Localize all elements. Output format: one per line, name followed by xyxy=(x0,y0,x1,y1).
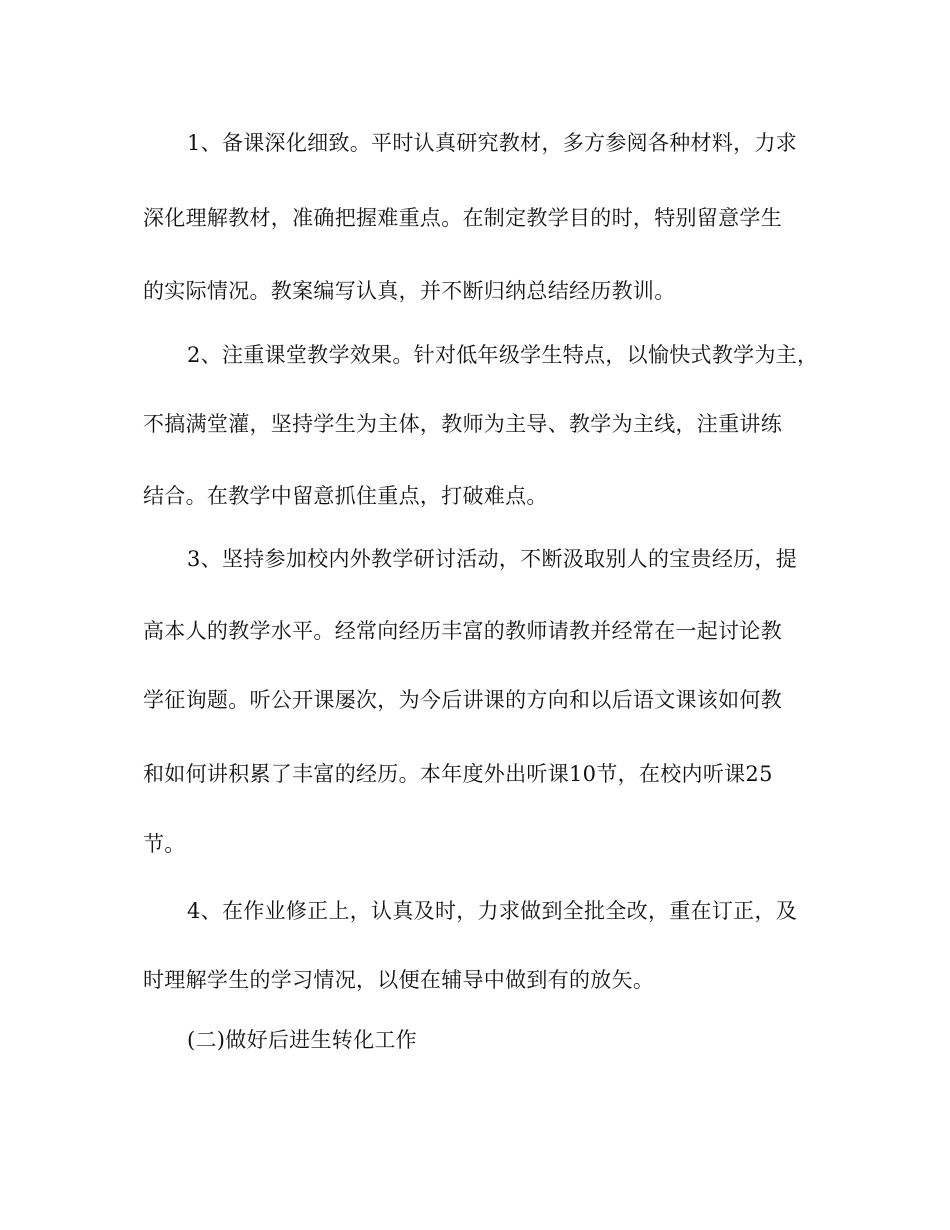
paragraph-1-line-1: 1、备课深化细致。平时认真研究教材，多方参阅各种材料，力求 xyxy=(187,131,798,155)
paragraph-3-line-1: 3、坚持参加校内外教学研讨活动，不断汲取别人的宝贵经历，提 xyxy=(187,547,798,571)
paragraph-2-line-2: 不搞满堂灌，坚持学生为主体，教师为主导、教学为主线，注重讲练 xyxy=(143,412,782,436)
paragraph-3-line-5: 节。 xyxy=(143,832,186,856)
paragraph-4-line-1: 4、在作业修正上，认真及时，力求做到全批全改，重在订正，及 xyxy=(187,899,798,923)
paragraph-3-line-3: 学征询题。听公开课屡次，为今后讲课的方向和以后语文课该如何教 xyxy=(143,688,782,712)
section-heading: (二)做好后进生转化工作 xyxy=(187,1028,417,1052)
paragraph-1-line-3: 的实际情况。教案编写认真，并不断归纳总结经历教训。 xyxy=(143,279,676,303)
paragraph-2-line-3: 结合。在教学中留意抓住重点，打破难点。 xyxy=(143,484,548,508)
paragraph-3-line-2: 高本人的教学水平。经常向经历丰富的教师请教并经常在一起讨论教 xyxy=(143,619,782,643)
paragraph-4-line-2: 时理解学生的学习情况，以便在辅导中做到有的放矢。 xyxy=(143,968,655,992)
paragraph-1-line-2: 深化理解教材，准确把握难重点。在制定教学目的时，特别留意学生 xyxy=(143,206,782,230)
paragraph-3-line-4: 和如何讲积累了丰富的经历。本年度外出听课10节，在校内听课25 xyxy=(143,762,773,786)
paragraph-2-line-1: 2、注重课堂教学效果。针对低年级学生特点，以愉快式教学为主， xyxy=(187,343,819,367)
